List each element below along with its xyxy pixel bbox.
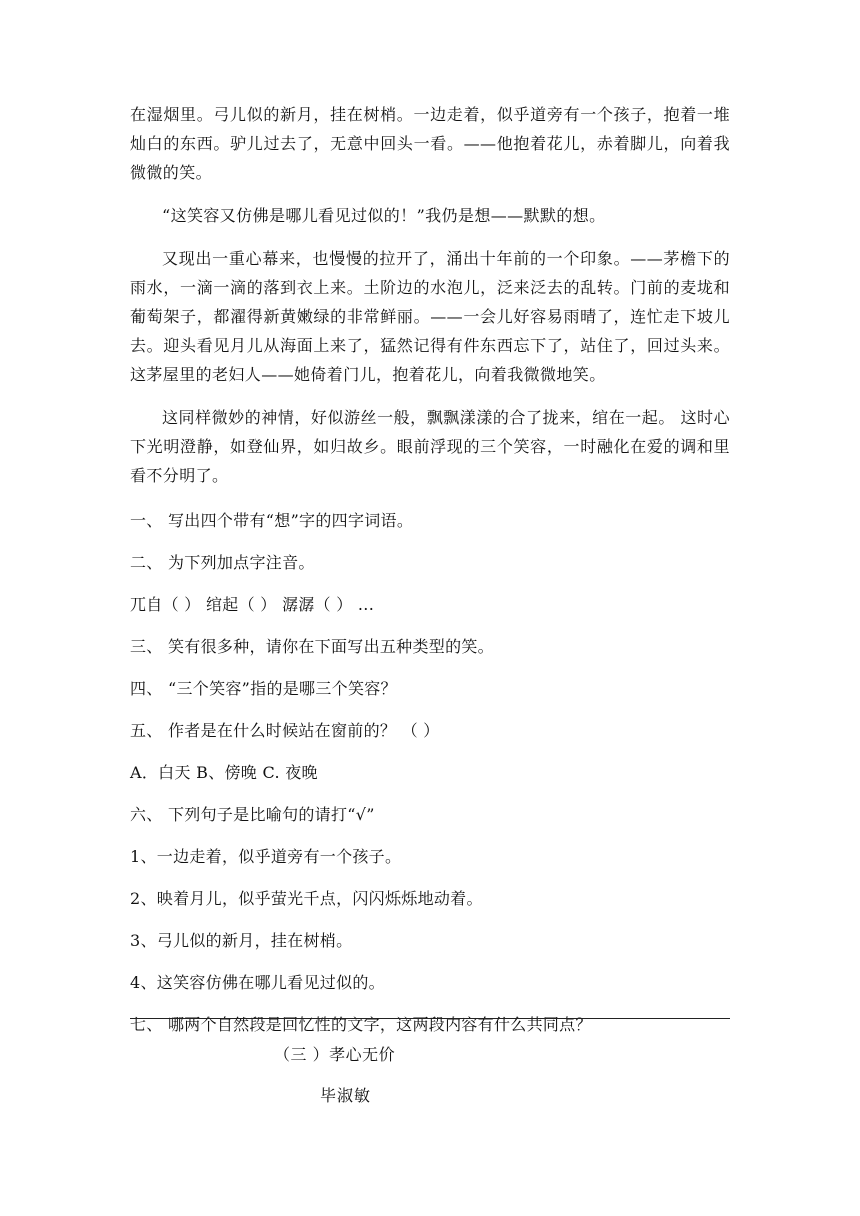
question-2-items: 兀自（ ） 绾起（ ） 潺潺（ ） ... — [130, 595, 375, 614]
question-6-item: 2、映着月儿，似乎萤光千点，闪闪烁烁地动着。 — [130, 889, 483, 908]
author-name: 毕淑敏 — [320, 1086, 372, 1105]
question-2: 二、 为下列加点字注音。 — [130, 553, 315, 572]
question-5: 五、 作者是在什么时候站在窗前的？ （ ） — [130, 721, 440, 740]
question-5-options: A．白天 B、傍晚 C. 夜晚 — [130, 763, 318, 782]
question-4: 四、 “三个笑容”指的是哪三个笑容？ — [130, 679, 397, 698]
question-6: 六、 下列句子是比喻句的请打“√” — [130, 805, 375, 824]
section-divider — [130, 1018, 730, 1019]
question-6-item: 3、弓儿似的新月，挂在树梢。 — [130, 931, 353, 950]
question-6-item: 4、这笑容仿佛在哪儿看见过似的。 — [130, 973, 385, 992]
document-body — [130, 100, 730, 1036]
passage-paragraph-2: “这笑容又仿佛是哪儿看见过似的！”我仍是想——默默的想。 — [162, 206, 606, 225]
question-1: 一、 写出四个带有“想”字的四字词语。 — [130, 511, 414, 530]
question-6-item: 1、一边走着，似乎道旁有一个孩子。 — [130, 847, 402, 866]
passage-paragraph-4: 这同样微妙的神情，好似游丝一般，飘飘漾漾的合了拢来，绾在一起。 这时心下光明澄静，如登仙界，如归故乡。眼前浮现的三个笑容，一时融化在爱的调和里看不分明了。 — [130, 408, 730, 485]
passage-paragraph-3: 又现出一重心幕来，也慢慢的拉开了，涌出十年前的一个印象。——茅檐下的雨水，一滴一滴的落到衣上来。土阶边的水泡儿，泛来泛去的乱转。门前的麦垅和葡萄架子，都濯得新黄嫩绿的非常鲜丽。——一会儿好容易雨晴了，连忙走下坡儿去。迎头看见月儿从海面上来了，猛然记得有件东西忘下了，站住了，回过头来。这茅屋里的老妇人——她倚着门儿，抱着花儿，向着我微微地笑。 — [130, 249, 730, 384]
question-7: 七、 哪两个自然段是回忆性的文字，这两段内容有什么共同点？ — [130, 1015, 592, 1034]
section-title: （三 ）孝心无价 — [274, 1045, 396, 1064]
question-3: 三、 笑有很多种，请你在下面写出五种类型的笑。 — [130, 637, 494, 656]
passage-paragraph-1: 在湿烟里。弓儿似的新月，挂在树梢。一边走着，似乎道旁有一个孩子，抱着一堆灿白的东西。驴儿过去了，无意中回头一看。——他抱着花儿，赤着脚儿，向着我微微的笑。 — [130, 105, 730, 182]
